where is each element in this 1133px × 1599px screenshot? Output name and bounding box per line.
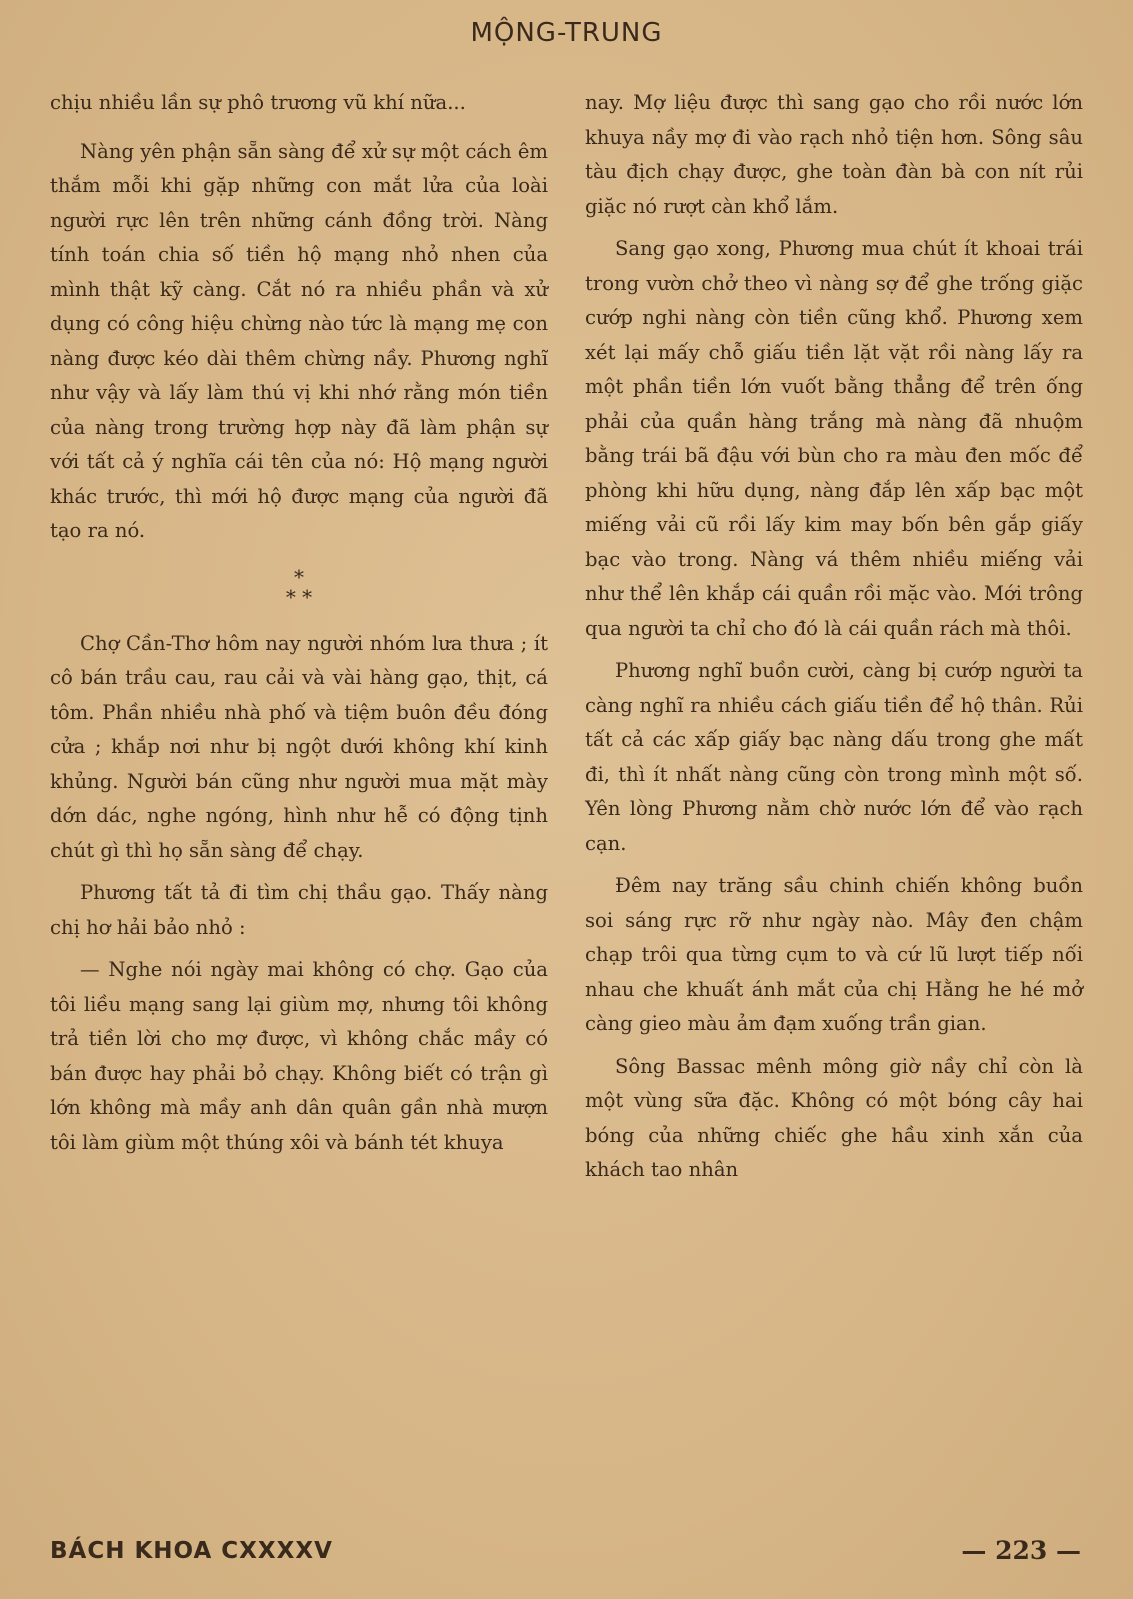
paragraph: Sông Bassac mênh mông giờ nầy chỉ còn là một vùng sữa đặc. Không có một bóng cây hai bóng của những chiếc ghe hầu xinh xắn của khách tao nhân [585, 1054, 1083, 1181]
asterism-top: * [294, 564, 304, 589]
asterism-bottom: * * [285, 584, 313, 609]
right-column [585, 86, 1083, 1188]
page-number: — 223 — [961, 1536, 1081, 1565]
left-column [50, 86, 548, 1160]
dialogue-paragraph: — Nghe nói ngày mai không có chợ. Gạo của tôi liều mạng sang lại giùm mợ, nhưng tôi không trả tiền lời cho mợ được, vì không chắc mầy có bán được hay phải bỏ chạy. Không biết có trận gì lớn không mà mầy anh dân quân gần nhà mượn tôi làm giùm một thúng xôi và bánh tét khuya [50, 958, 548, 1154]
section-break [50, 564, 548, 609]
paragraph: Sang gạo xong, Phương mua chút ít khoai trái trong vườn chở theo vì nàng sợ để ghe trống giặc cướp nghi nàng còn tiền cũng khổ. Phương xem xét lại mấy chỗ giấu tiền lặt vặt rồi nàng lấy ra một phần tiền lớn vuốt bằng thẳng để trên ống phải của quần hàng trắng mà nàng đã nhuộm bằng trái bã đậu với bùn cho ra màu đen mốc để phòng khi hữu dụng, nàng đắp lên xấp bạc một miếng vải cũ rồi lấy kim may bốn bên gắp giấy bạc vào trong. Nàng vá thêm nhiều miếng vải như thể lên khắp cái quần rồi mặc vào. Mới trông qua người ta chỉ cho đó là cái quần rách mà thôi. [585, 237, 1083, 640]
paragraph: Phương nghĩ buồn cười, càng bị cướp người ta càng nghĩ ra nhiều cách giấu tiền để hộ thân. Rủi tất cả các xấp giấy bạc nàng dấu trong ghe mất đi, thì ít nhất nàng cũng còn trong mình một số. Yên lòng Phương nằm chờ nước lớn để vào rạch cạn. [585, 659, 1083, 855]
paragraph: Nàng yên phận sẵn sàng để xử sự một cách êm thắm mỗi khi gặp những con mắt lửa của loài người rực lên trên những cánh đồng trời. Nàng tính toán chia số tiền hộ mạng nhỏ nhen của mình thật kỹ càng. Cắt nó ra nhiều phần và xử dụng có công hiệu chừng nào tức là mạng mẹ con nàng được kéo dài thêm chừng nầy. Phương nghĩ như vậy và lấy làm thú vị khi nhớ rằng món tiền của nàng trong trường hợp này đã làm phận sự với tất cả ý nghĩa cái tên của nó: Hộ mạng người khác trước, thì mới hộ được mạng của người đã tạo ra nó. [50, 139, 548, 542]
paragraph: nay. Mợ liệu được thì sang gạo cho rồi nước lớn khuya nầy mợ đi vào rạch nhỏ tiện hơn. Sông sâu tàu địch chạy được, ghe toàn đàn bà con nít rủi giặc nó rượt càn khổ lắm. [585, 91, 1083, 218]
paragraph: Chợ Cần-Thơ hôm nay người nhóm lưa thưa ; ít cô bán trầu cau, rau cải và vài hàng gạo, thịt, cá tôm. Phần nhiều nhà phố và tiệm buôn đều đóng cửa ; khắp nơi như bị ngột dưới không khí kinh khủng. Người bán cũng như người mua mặt mày dớn dác, nghe ngóng, hình như hễ có động tịnh chút gì thì họ sẵn sàng để chạy. [50, 631, 548, 862]
paragraph: Phương tất tả đi tìm chị thầu gạo. Thấy nàng chị hơ hải bảo nhỏ : [50, 881, 548, 939]
paragraph: chịu nhiều lần sự phô trương vũ khí nữa... [50, 91, 466, 114]
paragraph: Đêm nay trăng sầu chinh chiến không buồn soi sáng rực rỡ như ngày nào. Mây đen chậm chạp trôi qua từng cụm to và cứ lũ lượt tiếp nối nhau che khuất ánh mắt của chị Hằng he hé mở càng gieo màu ảm đạm xuống trần gian. [585, 874, 1083, 1035]
magazine-issue: BÁCH KHOA CXXXXV [50, 1538, 333, 1564]
running-title: MỘNG-TRUNG [470, 18, 663, 48]
